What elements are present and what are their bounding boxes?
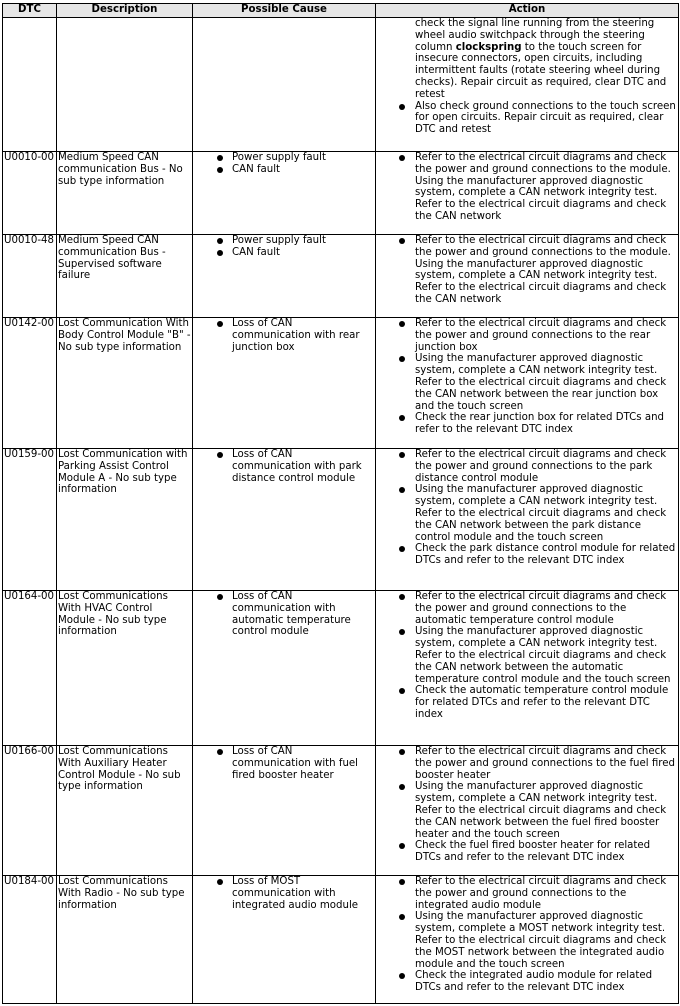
action-item: Using the manufacturer approved diagnostic system, complete a CAN network integrity test. Refer to the electrical circuit diagrams and check the CAN network between the automatic temperature control module and the touch screen: [415, 626, 677, 685]
action-list: [377, 876, 677, 994]
cause-list: [194, 152, 374, 176]
action-header: Action: [376, 4, 679, 18]
continuation-row: [3, 18, 679, 152]
cause-item: Power supply fault: [232, 235, 374, 247]
cause-header: Possible Cause: [193, 4, 376, 18]
header-row: [3, 4, 679, 18]
description-header: Description: [57, 4, 193, 18]
continuation-suffix: to the touch screen for insecure connectors, open circuits, including intermittent faults (rotate steering wheel during checks). Repair circuit as required, clear DTC and retest: [415, 41, 667, 100]
action-cell: [376, 18, 679, 152]
action-list: [377, 591, 677, 721]
dtc-description: Lost Communication with Parking Assist Control Module A - No sub type information: [57, 449, 193, 591]
action-item: Refer to the electrical circuit diagrams and check the power and ground connections to the rear junction box: [415, 318, 677, 353]
action-item: Using the manufacturer approved diagnostic system, complete a MOST network integrity test. Refer to the electrical circuit diagrams and check the MOST network between the integrated audio module and the touch screen: [415, 911, 677, 970]
table-row: [3, 152, 679, 235]
dtc-header: DTC: [3, 4, 57, 18]
action-cell: [376, 152, 679, 235]
action-item: Using the manufacturer approved diagnostic system, complete a CAN network integrity test. Refer to the electrical circuit diagrams and check the CAN network between the fuel fired booster heater and the touch screen: [415, 781, 677, 840]
description-cell: [57, 18, 193, 152]
action-list: [377, 152, 677, 223]
table-row: [3, 876, 679, 1004]
cause-cell: [193, 152, 376, 235]
action-item: Also check ground connections to the touch screen for open circuits. Repair circuit as required, clear DTC and retest: [415, 100, 676, 136]
action-item: Check the automatic temperature control module for related DTCs and refer to the relevant DTC index: [415, 685, 677, 720]
action-cell: [376, 746, 679, 876]
dtc-code: U0142-00: [3, 318, 57, 449]
action-cell: [376, 591, 679, 746]
cause-cell: [193, 18, 376, 152]
cause-item: Loss of CAN communication with rear junction box: [232, 318, 374, 353]
dtc-cell: [3, 18, 57, 152]
dtc-description: Lost Communications With Radio - No sub type information: [57, 876, 193, 1004]
action-item: Check the rear junction box for related DTCs and refer to the relevant DTC index: [415, 412, 677, 436]
cause-item: CAN fault: [232, 247, 374, 259]
action-item: Refer to the electrical circuit diagrams and check the power and ground connections to the park distance control module: [415, 449, 677, 484]
dtc-description: Medium Speed CAN communication Bus - No sub type information: [57, 152, 193, 235]
dtc-description: Lost Communications With Auxiliary Heater Control Module - No sub type information: [57, 746, 193, 876]
cause-list: [194, 591, 374, 638]
action-list: [377, 449, 677, 567]
cause-cell: [193, 746, 376, 876]
action-item: Check the fuel fired booster heater for related DTCs and refer to the relevant DTC index: [415, 840, 677, 864]
cause-item: Loss of MOST communication with integrated audio module: [232, 876, 374, 911]
action-item: Check the integrated audio module for related DTCs and refer to the relevant DTC index: [415, 970, 677, 994]
dtc-code: U0166-00: [3, 746, 57, 876]
dtc-code: U0184-00: [3, 876, 57, 1004]
continuation-text: [377, 18, 677, 101]
clockspring-term: clockspring: [455, 41, 522, 53]
cause-cell: [193, 318, 376, 449]
cause-list: [194, 235, 374, 259]
cause-item: Loss of CAN communication with fuel fired booster heater: [232, 746, 374, 781]
action-list: [377, 318, 677, 436]
dtc-table: [2, 3, 679, 1004]
action-item: Using the manufacturer approved diagnostic system, complete a CAN network integrity test. Refer to the electrical circuit diagrams and check the CAN network between the rear junction box and the touch screen: [415, 353, 677, 412]
action-cell: [376, 318, 679, 449]
cause-list: [194, 876, 374, 911]
cause-cell: [193, 591, 376, 746]
cause-cell: [193, 449, 376, 591]
cause-list: [194, 449, 374, 484]
continuation-list: [377, 101, 677, 136]
continuation-prefix: check the signal line running from the steering wheel audio switchpack through the steering column: [415, 18, 655, 53]
table-body: [3, 18, 679, 1004]
dtc-description: Lost Communication With Body Control Module "B" - No sub type information: [57, 318, 193, 449]
table-row: [3, 746, 679, 876]
action-item: Using the manufacturer approved diagnostic system, complete a CAN network integrity test. Refer to the electrical circuit diagrams and check the CAN network between the park distance control module and the touch screen: [415, 484, 677, 543]
dtc-description: Medium Speed CAN communication Bus - Supervised software failure: [57, 235, 193, 318]
action-cell: [376, 449, 679, 591]
dtc-code: U0159-00: [3, 449, 57, 591]
cause-cell: [193, 876, 376, 1004]
action-item: Refer to the electrical circuit diagrams and check the power and ground connections to the fuel fired booster heater: [415, 746, 677, 781]
action-cell: [376, 876, 679, 1004]
action-item: Refer to the electrical circuit diagrams and check the power and ground connections to the automatic temperature control module: [415, 591, 677, 626]
table-row: [3, 591, 679, 746]
table-row: [3, 318, 679, 449]
cause-item: CAN fault: [232, 164, 374, 176]
dtc-code: U0010-00: [3, 152, 57, 235]
action-cell: [376, 235, 679, 318]
action-list: [377, 235, 677, 306]
table-row: [3, 235, 679, 318]
dtc-description: Lost Communications With HVAC Control Module - No sub type information: [57, 591, 193, 746]
cause-item: Power supply fault: [232, 152, 374, 164]
cause-list: [194, 318, 374, 353]
dtc-code: U0164-00: [3, 591, 57, 746]
action-item: Refer to the electrical circuit diagrams and check the power and ground connections to the integrated audio module: [415, 876, 677, 911]
cause-list: [194, 746, 374, 781]
cause-item: Loss of CAN communication with park distance control module: [232, 449, 374, 484]
table-row: [3, 449, 679, 591]
action-item: Refer to the electrical circuit diagrams and check the power and ground connections to the module. Using the manufacturer approved diagnostic system, complete a CAN network integrity test. Refer to the electrical circuit diagrams and check the CAN network: [415, 152, 677, 223]
dtc-code: U0010-48: [3, 235, 57, 318]
action-item: Check the park distance control module for related DTCs and refer to the relevant DTC index: [415, 543, 676, 567]
cause-cell: [193, 235, 376, 318]
cause-item: Loss of CAN communication with automatic temperature control module: [232, 591, 374, 638]
action-list: [377, 746, 677, 864]
action-item: Refer to the electrical circuit diagrams and check the power and ground connections to the module. Using the manufacturer approved diagnostic system, complete a CAN network integrity test. Refer to the electrical circuit diagrams and check the CAN network: [415, 235, 677, 306]
